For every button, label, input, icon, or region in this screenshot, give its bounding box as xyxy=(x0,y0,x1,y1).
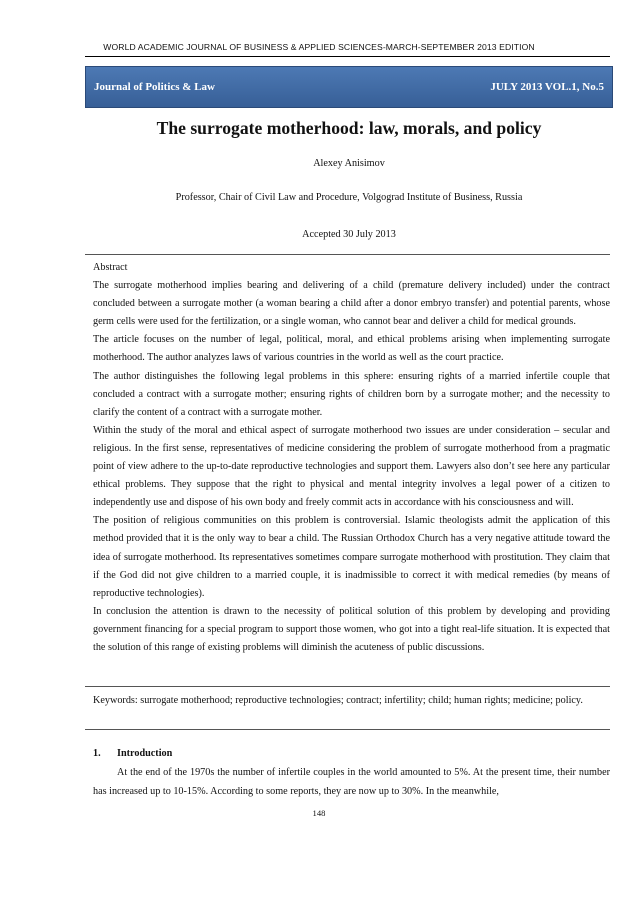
article-author: Alexey Anisimov xyxy=(313,158,385,169)
header-rule xyxy=(85,56,610,57)
accepted-date: Accepted 30 July 2013 xyxy=(302,229,396,240)
page-number: 148 xyxy=(312,808,326,818)
abstract-heading: Abstract xyxy=(93,262,128,273)
section-heading xyxy=(93,744,610,763)
keywords-rule xyxy=(85,729,610,730)
abstract-paragraph: The article focuses on the number of legal, political, moral, and ethical problems arising when implementing surrogate motherhood. The author analyzes laws of various countries in the world as well as the court practice. xyxy=(93,334,610,364)
introduction-paragraph: At the end of the 1970s the number of infertile couples in the world amounted to 5%. At the present time, their number has increased up to 10-15%. According to some reports, they are now up to 30%. In the meanwhile, xyxy=(93,767,610,797)
journal-issue: JULY 2013 VOL.1, No.5 xyxy=(490,81,604,93)
abstract-bottom-rule xyxy=(85,686,610,687)
introduction-section xyxy=(93,744,610,801)
abstract-paragraph: In conclusion the attention is drawn to the necessity of political solution of this problem by developing and providing government financing for a special program to support those women, who got into a tight real-life situation. It is expected that the solution of this range of existing problems will diminish the acuteness of public discussions. xyxy=(93,605,610,653)
article-title: The surrogate motherhood: law, morals, and policy xyxy=(156,118,542,138)
abstract-paragraph: The surrogate motherhood implies bearing and delivering of a child (premature delivery included) under the contract concluded between a surrogate mother (a woman bearing a child after a donor embryo transfer) and potential parents, whose germ cells were used for the fertilization, or a single woman, who cannot bear and deliver a child for medical grounds. xyxy=(93,280,610,328)
section-title: Introduction xyxy=(117,748,173,759)
abstract-paragraph: The author distinguishes the following legal problems in this sphere: ensuring rights of a married infertile couple that concluded a contract with a surrogate mother; ensuring rights of children born by a surrogate mother; and the necessity to clarify the content of a contract with a surrogate mother. xyxy=(93,370,610,418)
abstract-top-rule xyxy=(85,254,610,255)
keywords: Keywords: surrogate motherhood; reproductive technologies; contract; infertility; child; human rights; medicine; policy. xyxy=(93,695,583,706)
journal-banner xyxy=(85,66,613,108)
abstract xyxy=(93,259,610,657)
abstract-paragraph: The position of religious communities on this problem is controversial. Islamic theologists admit the application of this method provided that it is the only way to bear a child. The Russian Orthodox Church has a very negative attitude toward the idea of surrogate motherhood. Its representatives sometimes compare surrogate motherhood with prostitution. They claim that if the God did not give children to a married couple, it is inadmissible to correct it with medical remedies (by means of reproductive technologies). xyxy=(93,515,610,599)
running-head: WORLD ACADEMIC JOURNAL OF BUSINESS & APPLIED SCIENCES-MARCH-SEPTEMBER 2013 EDITION xyxy=(103,42,535,52)
author-affiliation: Professor, Chair of Civil Law and Procedure, Volgograd Institute of Business, Russia xyxy=(175,192,523,203)
journal-name: Journal of Politics & Law xyxy=(94,81,215,93)
abstract-paragraph: Within the study of the moral and ethical aspect of surrogate motherhood two issues are under consideration – secular and religious. In the first sense, representatives of medicine considering the problem of surrogate motherhood from a pragmatic point of view adhere to the up-to-date reproductive technologies and support them. Lawyers also don’t see here any particular ethical problems. They suppose that the right to physical and mental integrity involves a legal power of a citizen to independently use and dispose of his own body and freely commit acts in accordance with his consciousness and will. xyxy=(93,424,610,509)
section-number: 1. xyxy=(93,748,101,759)
